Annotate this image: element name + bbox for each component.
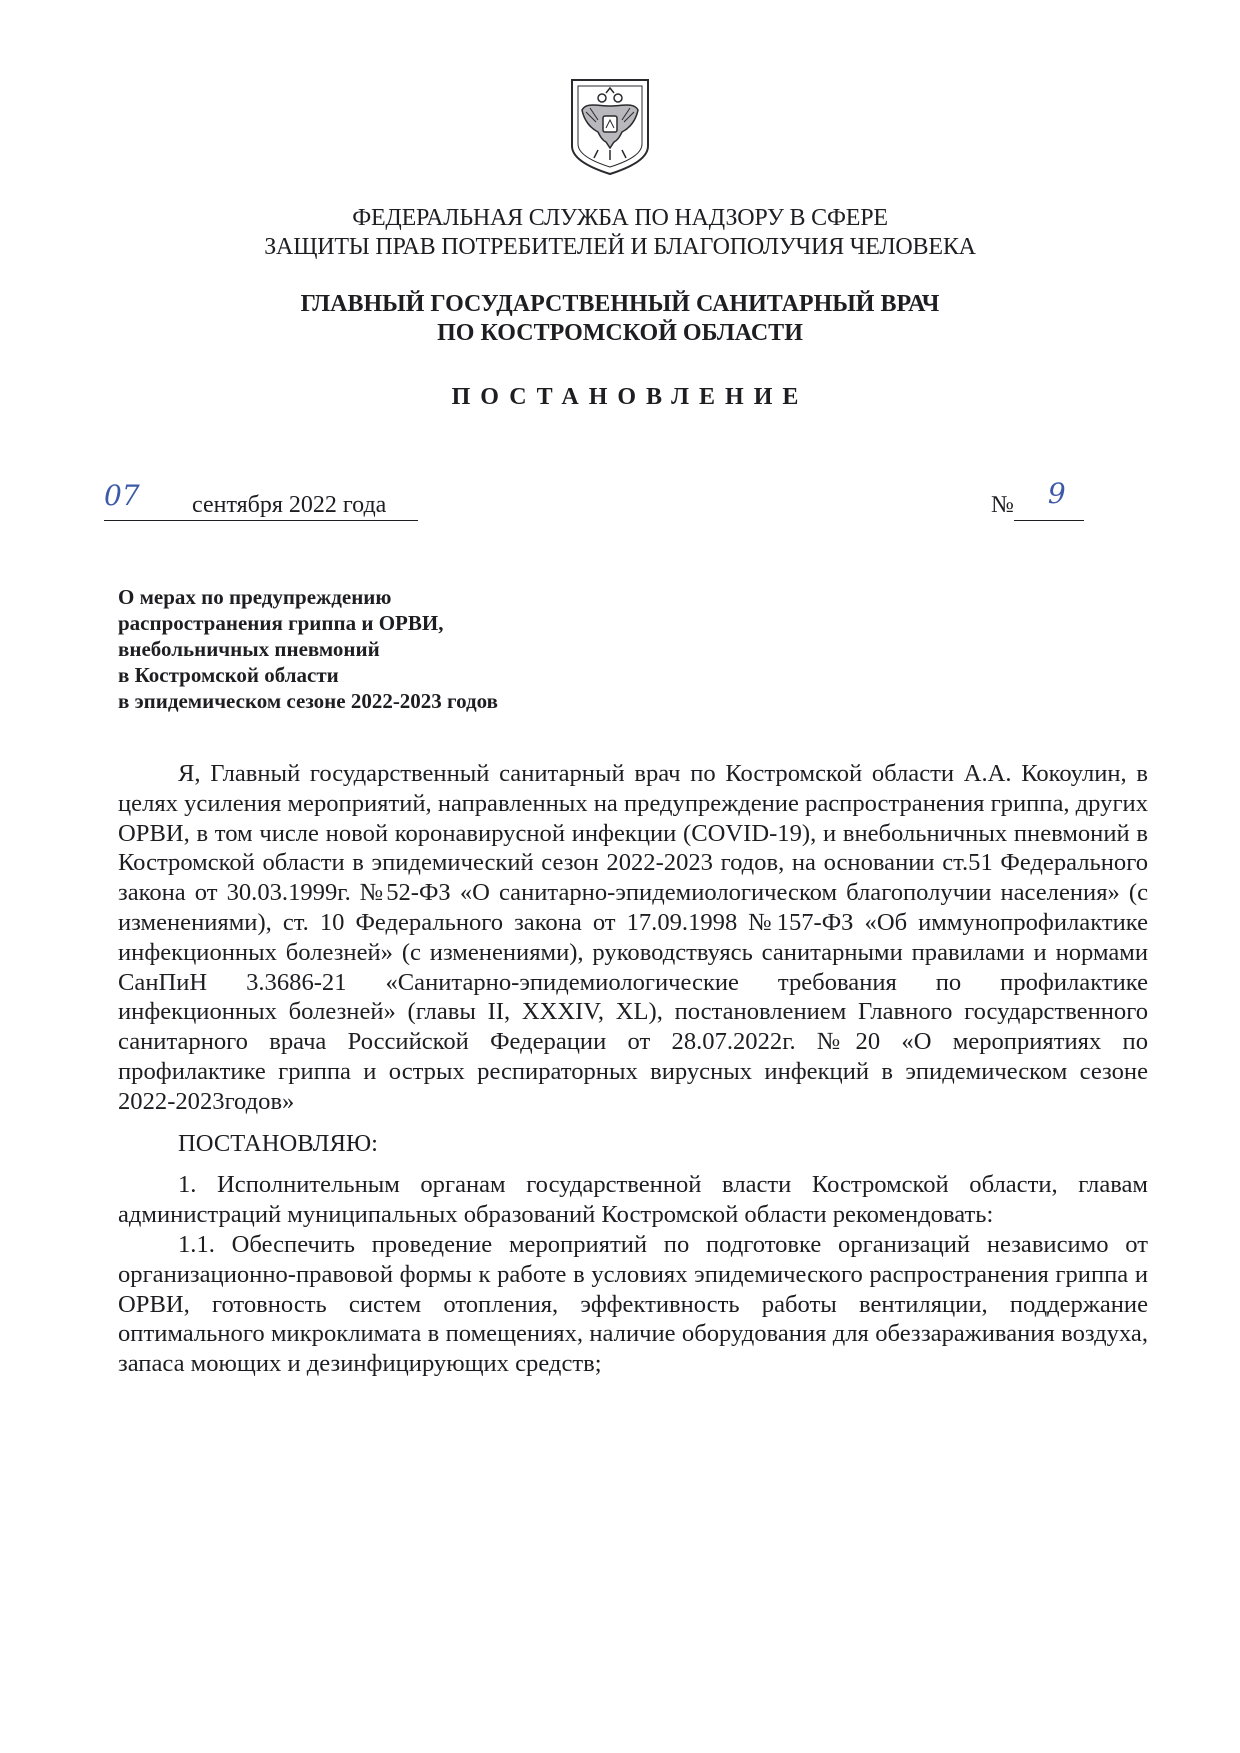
agency-name (0, 204, 1240, 262)
subject-line: О мерах по предупреждению (118, 585, 392, 609)
number-label: № (991, 492, 1014, 518)
coat-of-arms-icon (568, 76, 652, 178)
date-text: сентября 2022 года (104, 491, 418, 521)
agency-name-line2: ЗАЩИТЫ ПРАВ ПОТРЕБИТЕЛЕЙ И БЛАГОПОЛУЧИЯ ЧЕЛОВЕКА (264, 234, 976, 260)
document-body (118, 759, 1148, 1379)
official-title-line2: ПО КОСТРОМСКОЙ ОБЛАСТИ (437, 320, 803, 346)
handwritten-number: 9 (1047, 477, 1066, 510)
item-1-1-paragraph: 1.1. Обеспечить проведение мероприятий по подготовке организаций независимо от организационно-правовой формы к работе в условиях эпидемического распространения гриппа и ОРВИ, готовность систем отопления, эффективность работы вентиляции, поддержание оптимального микроклимата в помещениях, наличие оборудования для обеззараживания воздуха, запаса моющих и дезинфицирующих средств; (118, 1230, 1148, 1378)
handwritten-day: 07 (104, 479, 140, 512)
subject-line: в Костромской области (118, 663, 339, 687)
number-underline (1014, 477, 1084, 521)
subject-line: в эпидемическом сезоне 2022-2023 годов (118, 689, 498, 713)
subject-line: распространения гриппа и ОРВИ, (118, 611, 444, 635)
preamble-paragraph: Я, Главный государственный санитарный врач по Костромской области А.А. Кокоулин, в целях усиления мероприятий, направленных на предупреждение распространения гриппа, других ОРВИ, в том числе новой коронавирусной инфекции (COVID-19), и внебольничных пневмоний в Костромской области в эпидемический сезон 2022-2023 годов, на основании ст.51 Федерального закона от 30.03.1999г. №52-ФЗ «О санитарно-эпидемиологическом благополучии населения» (с изменениями), ст. 10 Федерального закона от 17.09.1998 №157-ФЗ «Об иммунопрофилактике инфекционных болезней» (с изменениями), руководствуясь санитарными правилами и нормами СанПиН 3.3686-21 «Санитарно-эпидемиологические требования по профилактике инфекционных болезней» (главы II, XXXIV, XL), постановлением Главного государственного санитарного врача Российской Федерации от 28.07.2022г. №20 «О мероприятиях по профилактике гриппа и острых респираторных вирусных инфекций в эпидемическом сезоне 2022-2023годов» (118, 760, 1148, 1115)
decree-heading: ПОСТАНОВЛЯЮ: (178, 1129, 378, 1157)
agency-name-line1: ФЕДЕРАЛЬНАЯ СЛУЖБА ПО НАДЗОРУ В СФЕРЕ (352, 205, 888, 231)
official-title (0, 290, 1240, 348)
official-title-line1: ГЛАВНЫЙ ГОСУДАРСТВЕННЫЙ САНИТАРНЫЙ ВРАЧ (300, 291, 940, 317)
document-subject (118, 584, 498, 714)
document-number (991, 477, 1084, 521)
item-1-paragraph: 1. Исполнительным органам государственной власти Костромской области, главам администраций муниципальных образований Костромской области рекомендовать: (118, 1171, 1148, 1229)
subject-line: внебольничных пневмоний (118, 637, 380, 661)
document-type: ПОСТАНОВЛЕНИЕ (451, 384, 809, 410)
